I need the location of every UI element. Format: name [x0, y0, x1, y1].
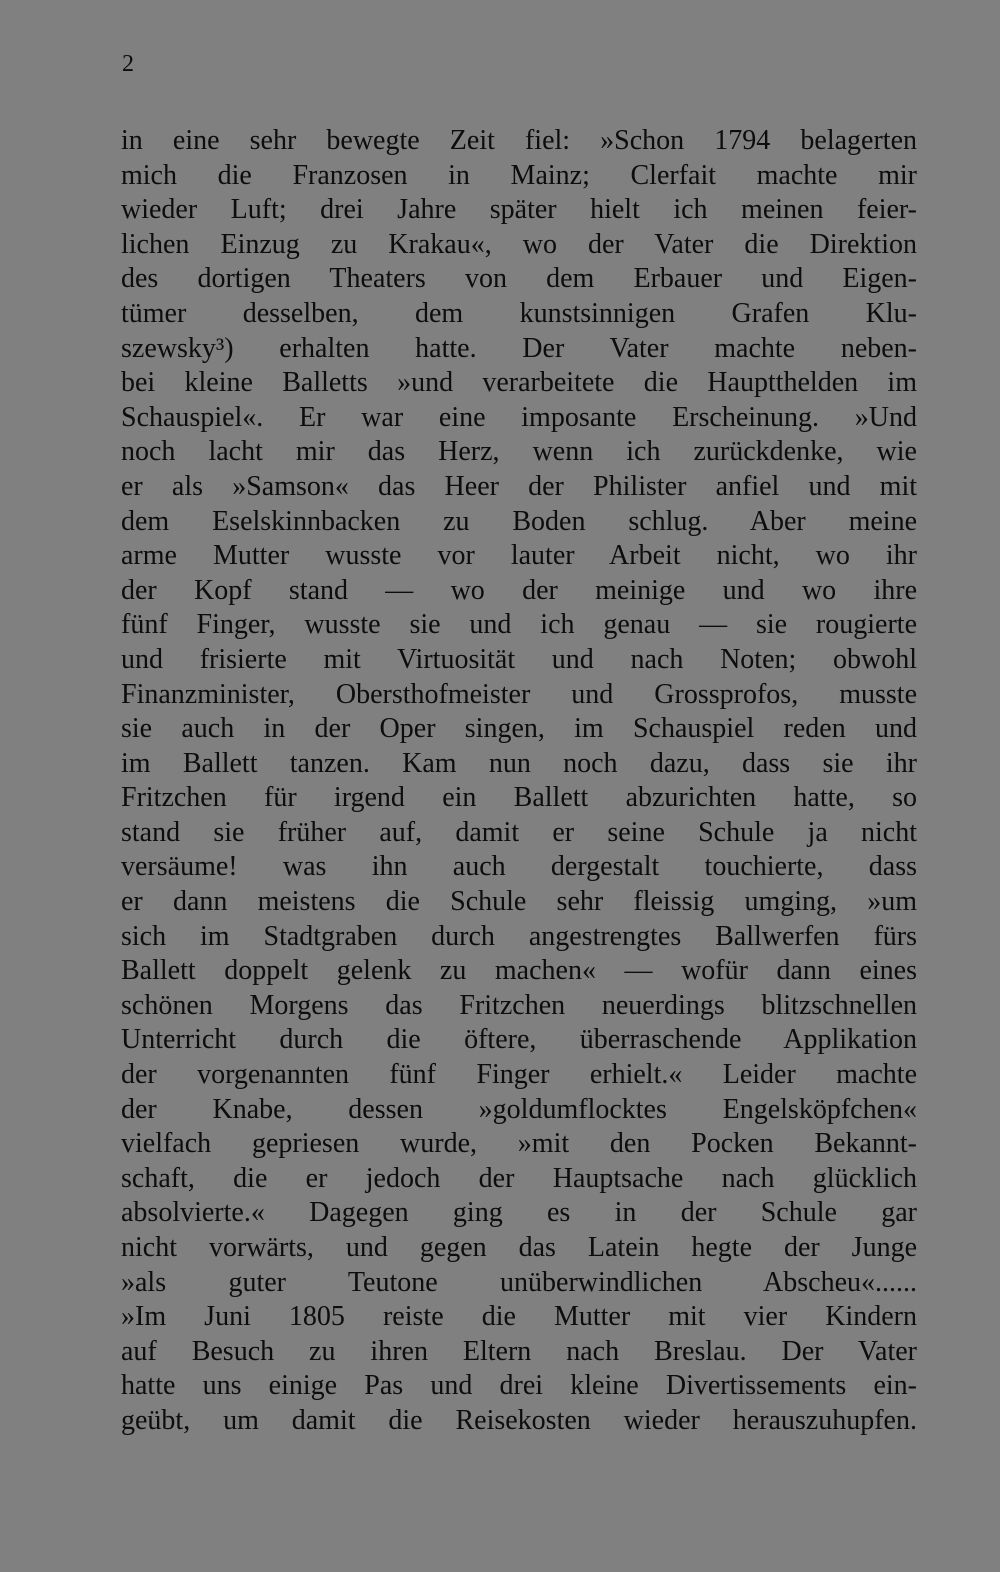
- text-line: bei kleine Balletts »und verarbeitete die Hauptthelden im: [121, 367, 917, 399]
- text-line: stand sie früher auf, damit er seine Schule ja nicht: [121, 816, 917, 848]
- body-text: [121, 124, 917, 1439]
- text-line: versäume! was ihn auch dergestalt touchierte, dass: [121, 851, 917, 883]
- text-line: und frisierte mit Virtuosität und nach Noten; obwohl: [121, 643, 917, 675]
- text-line: vielfach gepriesen wurde, »mit den Pocken Bekannt-: [121, 1128, 917, 1160]
- text-line: des dortigen Theaters von dem Erbauer und Eigen-: [121, 263, 917, 295]
- text-line: nicht vorwärts, und gegen das Latein hegte der Junge: [121, 1232, 917, 1263]
- text-line: der Knabe, dessen »goldumflocktes Engelsköpfchen«: [121, 1093, 917, 1125]
- page-number: 2: [122, 51, 134, 77]
- text-line: Unterricht durch die öftere, überraschende Applikation: [121, 1024, 917, 1056]
- text-line: lichen Einzug zu Krakau«, wo der Vater die Direktion: [121, 228, 917, 260]
- text-line: fünf Finger, wusste sie und ich genau — sie rougierte: [121, 609, 917, 641]
- text-line: in eine sehr bewegte Zeit fiel: »Schon 1794 belagerten: [121, 125, 917, 156]
- text-line: mich die Franzosen in Mainz; Clerfait machte mir: [121, 159, 917, 191]
- text-line: noch lacht mir das Herz, wenn ich zurückdenke, wie: [121, 436, 917, 468]
- text-line: auf Besuch zu ihren Eltern nach Breslau. Der Vater: [121, 1335, 917, 1367]
- text-line: hatte uns einige Pas und drei kleine Divertissements ein-: [121, 1370, 917, 1402]
- text-line: sie auch in der Oper singen, im Schauspiel reden und: [121, 713, 917, 745]
- text-line: Ballett doppelt gelenk zu machen« — wofür dann eines: [121, 955, 917, 987]
- text-line: er dann meistens die Schule sehr fleissig umging, »um: [121, 886, 917, 918]
- text-line: »Im Juni 1805 reiste die Mutter mit vier Kindern: [121, 1301, 917, 1333]
- text-line: schönen Morgens das Fritzchen neuerdings blitzschnellen: [121, 989, 917, 1021]
- text-line: sich im Stadtgraben durch angestrengtes Ballwerfen fürs: [121, 920, 917, 952]
- text-line: schaft, die er jedoch der Hauptsache nach glücklich: [121, 1162, 917, 1194]
- text-line: der Kopf stand — wo der meinige und wo ihre: [121, 574, 917, 606]
- text-line: geübt, um damit die Reisekosten wieder herauszuhupfen.: [121, 1404, 917, 1436]
- text-line: der vorgenannten fünf Finger erhielt.« Leider machte: [121, 1059, 917, 1091]
- text-line: szewsky³) erhalten hatte. Der Vater machte neben-: [121, 332, 917, 364]
- text-line: absolvierte.« Dagegen ging es in der Schule gar: [121, 1197, 917, 1229]
- text-line: dem Eselskinnbacken zu Boden schlug. Aber meine: [121, 505, 917, 537]
- text-line: »als guter Teutone unüberwindlichen Abscheu«......: [121, 1266, 917, 1298]
- text-line: im Ballett tanzen. Kam nun noch dazu, dass sie ihr: [121, 747, 917, 779]
- text-line: tümer desselben, dem kunstsinnigen Grafen Klu-: [121, 297, 917, 329]
- text-line: er als »Samson« das Heer der Philister anfiel und mit: [121, 470, 917, 502]
- text-line: arme Mutter wusste vor lauter Arbeit nicht, wo ihr: [121, 540, 917, 572]
- text-line: Schauspiel«. Er war eine imposante Erscheinung. »Und: [121, 401, 917, 433]
- text-line: wieder Luft; drei Jahre später hielt ich meinen feier-: [121, 194, 917, 226]
- text-line: Fritzchen für irgend ein Ballett abzurichten hatte, so: [121, 782, 917, 814]
- text-line: Finanzminister, Obersthofmeister und Grossprofos, musste: [121, 678, 917, 710]
